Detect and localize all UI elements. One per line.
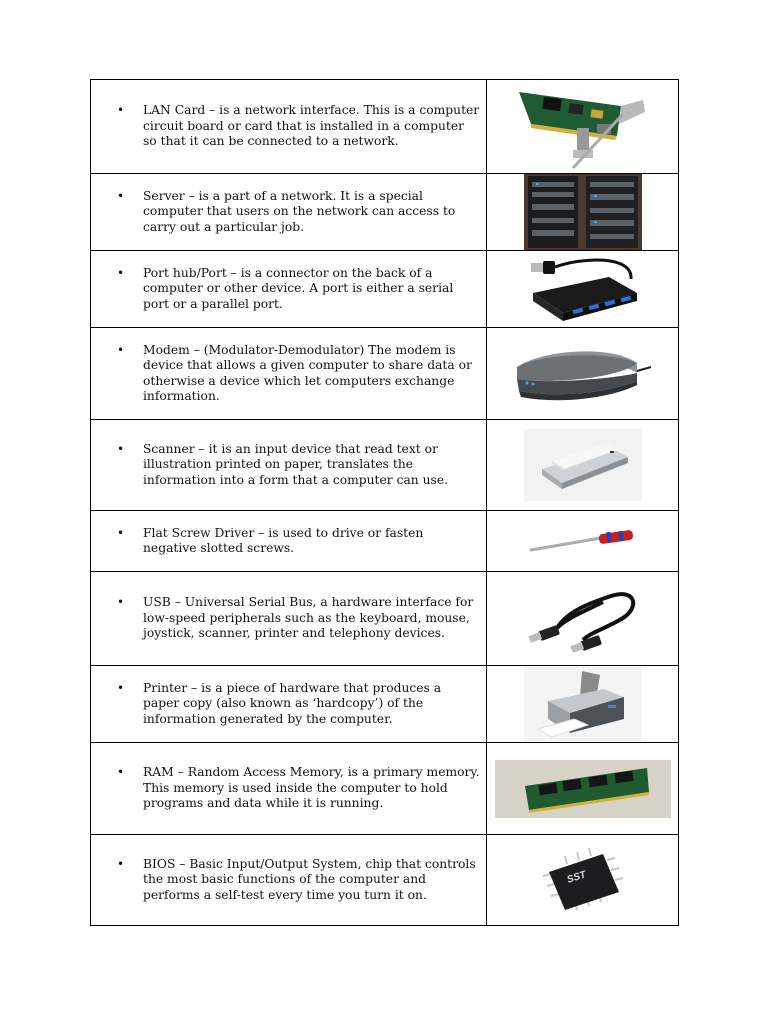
item-text: BIOS – Basic Input/Output System, chip that controls the most basic functions of the computer and performs a self-test every time you turn it on. bbox=[143, 856, 476, 902]
description-cell bbox=[91, 835, 487, 926]
screwdriver-image bbox=[527, 526, 639, 556]
bullet: • bbox=[117, 103, 125, 118]
image-cell bbox=[487, 743, 679, 835]
image-cell bbox=[487, 174, 679, 251]
chip-label: SST bbox=[565, 869, 588, 886]
image-cell bbox=[487, 80, 679, 174]
description-cell bbox=[91, 174, 487, 251]
item-text: Scanner – it is an input device that read text or illustration printed on paper, translates the information into a form that a computer can use. bbox=[143, 441, 449, 487]
modem-image bbox=[513, 343, 653, 405]
ram-module-image bbox=[495, 760, 671, 818]
bullet: • bbox=[117, 680, 125, 695]
description-cell bbox=[91, 666, 487, 743]
image-cell bbox=[487, 666, 679, 743]
bullet: • bbox=[117, 765, 125, 780]
image-cell bbox=[487, 835, 679, 926]
bullet: • bbox=[117, 342, 125, 357]
bullet: • bbox=[117, 188, 125, 203]
table-row bbox=[91, 80, 679, 174]
table-row bbox=[91, 328, 679, 420]
bullet: • bbox=[117, 595, 125, 610]
list-item bbox=[91, 189, 486, 236]
description-cell bbox=[91, 743, 487, 835]
table-row bbox=[91, 174, 679, 251]
list-item bbox=[91, 266, 486, 313]
printer-image bbox=[524, 667, 642, 741]
item-text: Flat Screw Driver – is used to drive or fasten negative slotted screws. bbox=[143, 525, 424, 555]
item-text: LAN Card – is a network interface. This is a computer circuit board or card that is installed in a computer so that it can be connected to a network. bbox=[143, 103, 480, 149]
table-row bbox=[91, 666, 679, 743]
bullet: • bbox=[117, 856, 125, 871]
list-item bbox=[91, 857, 486, 904]
table-row bbox=[91, 511, 679, 572]
item-text: Printer – is a piece of hardware that produces a paper copy (also known as ‘hardcopy’) of the information generated by the computer. bbox=[143, 680, 442, 726]
item-text: Server – is a part of a network. It is a special computer that users on the network can access to carry out a particular job. bbox=[143, 188, 456, 234]
usb-cable-image bbox=[527, 582, 639, 656]
list-item bbox=[91, 103, 486, 150]
table-row bbox=[91, 420, 679, 511]
item-text: USB – Universal Serial Bus, a hardware interface for low-speed peripherals such as the keyboard, mouse, joystick, scanner, printer and telephony devices. bbox=[143, 595, 474, 641]
image-cell bbox=[487, 251, 679, 328]
server-rack-image bbox=[524, 174, 642, 250]
description-cell bbox=[91, 80, 487, 174]
bullet: • bbox=[117, 265, 125, 280]
description-cell bbox=[91, 251, 487, 328]
description-cell bbox=[91, 572, 487, 666]
item-text: Modem – (Modulator-Demodulator) The modem is device that allows a given computer to share data or otherwise a device which let computers exchange information. bbox=[143, 342, 472, 403]
lan-card-image bbox=[513, 84, 653, 170]
image-cell bbox=[487, 511, 679, 572]
image-cell bbox=[487, 328, 679, 420]
image-cell bbox=[487, 420, 679, 511]
list-item bbox=[91, 595, 486, 642]
list-item bbox=[91, 765, 486, 812]
table-row bbox=[91, 251, 679, 328]
table-row bbox=[91, 572, 679, 666]
table-row bbox=[91, 743, 679, 835]
list-item bbox=[91, 442, 486, 489]
list-item bbox=[91, 343, 486, 405]
list-item bbox=[91, 526, 486, 557]
bullet: • bbox=[117, 525, 125, 540]
item-text: Port hub/Port – is a connector on the back of a computer or other device. A port is either a serial port or a parallel port. bbox=[143, 265, 454, 311]
description-cell bbox=[91, 420, 487, 511]
usb-hub-image bbox=[523, 253, 643, 325]
table-row bbox=[91, 835, 679, 926]
bios-chip-image bbox=[537, 840, 629, 920]
scanner-image bbox=[524, 429, 642, 501]
item-text: RAM – Random Access Memory, is a primary memory. This memory is used inside the computer to hold programs and data while it is running. bbox=[143, 765, 480, 811]
description-cell bbox=[91, 511, 487, 572]
image-cell bbox=[487, 572, 679, 666]
list-item bbox=[91, 681, 486, 728]
description-cell bbox=[91, 328, 487, 420]
hardware-table bbox=[90, 79, 679, 926]
bullet: • bbox=[117, 441, 125, 456]
